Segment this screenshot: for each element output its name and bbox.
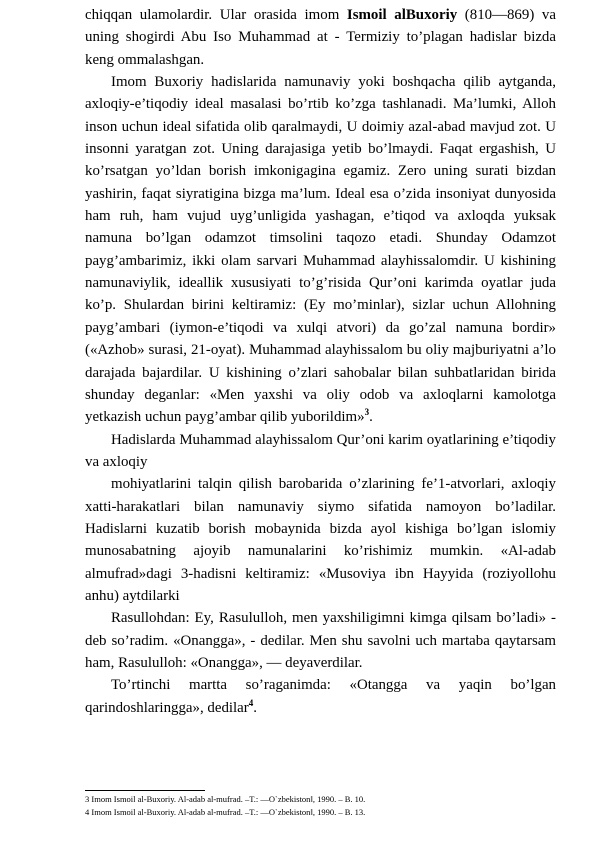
paragraph-5-text: Rasullohdan: Ey, Rasululloh, men yaxshiligimni kimga qilsam bo’ladi» - deb so’radim. «Onangga», - dedilar. Men shu savolni uch martaba qaytarsam ham, Rasululloh: «Onangga», — deyaverdilar. — [85, 610, 556, 671]
paragraph-1-after: (810—869) va uning shogirdi Abu Iso Muhammad at - Termiziy to’plagan hadislar bizda keng ommalashgan. — [85, 7, 556, 68]
paragraph-3 — [85, 429, 556, 474]
footnote-ref-3[interactable]: 3 — [364, 407, 370, 418]
author-name-bold: Ismoil alBuxoriy — [346, 7, 458, 23]
document-body — [85, 4, 556, 719]
footnote-3: 3 Imom Ismoil al-Buxoriy. Al-adab al-mufrad. –T.: ―O`zbekiston‖, 1990. – B. 10. — [85, 794, 366, 804]
footnote-4: 4 Imom Ismoil al-Buxoriy. Al-adab al-mufrad. –T.: ―O`zbekiston‖, 1990. – B. 13. — [85, 806, 366, 817]
footnotes — [85, 790, 556, 818]
footnote-ref-4[interactable]: 4 — [248, 697, 254, 708]
paragraph-4 — [85, 473, 556, 607]
footnote-divider — [85, 790, 205, 791]
paragraph-6-text: To’rtinchi martta so’raganimda: «Otangga va yaqin bo’lgan qarindoshlaringga», dedilar — [85, 677, 556, 716]
paragraph-2-tail: . — [369, 409, 373, 426]
paragraph-5 — [85, 607, 556, 674]
paragraph-4-text: mohiyatlarini talqin qilish barobarida o’zlarining fe’1-atvorlari, axloqiy xatti-harakatlari bilan namunaviy siymo sifatida namoyon bo’ladilar. Hadislarni kuzatib borish mobaynida bizda ayol kishiga bo’lgan islomiy munosabatning ajoyib namunalarini ko’rishimiz mumkin. «Al-adab almufrad»dagi 3-hadisni keltiramiz: «Musoviya ibn Hayyida (roziyollohu anhu) aytdilarki — [85, 476, 556, 604]
paragraph-1-before: chiqqan ulamolardir. Ular orasida imom — [85, 7, 347, 23]
paragraph-6-tail: . — [253, 699, 257, 716]
paragraph-2 — [85, 71, 556, 429]
paragraph-3-text: Hadislarda Muhammad alayhissalom Qur’oni karim oyatlarining e’tiqodiy va axloqiy — [85, 431, 556, 470]
paragraph-2-text: Imom Buxoriy hadislarida namunaviy yoki boshqacha qilib aytganda, axloqiy-e’tiqodiy ideal masalasi bo’rtib ko’zga tashlanadi. Ma’lumki, Alloh inson uchun ideal sifatida olib qaralmaydi, U doimiy azal-abad mavjud zot. U insonni yaratgan zot. Uning darajasiga yetib bo’lmaydi. Faqat ergashish, U ko’rsatgan yo’ldan borish imkonigagina egamiz. Zero uning surati bizdan yashirin, faqat siyratigina bizga ma’lum. Ideal esa o’zida insoniyat dunyosida ham ruh, ham vujud uyg’unligida yashagan, e’tiqod va axloqda yuksak namuna bo’lgan odamzot timsolini taqozo etadi. Shunday Odamzot payg’ambarimiz, ikki olam sarvari Muhammad alayhissalomdir. U kishining namunaviylik, ideallik xususiyati to’g’risida Qur’oni karimda oyatlar juda ko’p. Shulardan birini keltiramiz: (Ey mo’minlar), sizlar uchun Allohning payg’ambari (iymon-e’tiqodi va xulqi atvori) da go’zal namuna bordir» («Azhob» surasi, 21-oyat). Muhammad alayhissalom bu oliy majburiyatni a’lo darajada bajardilar. U kishining o’zlari sahobalar bilan suhbatlaridan birida shunday deganlar: «Men yaxshi va oliy odob va axloqlarni kamolotga yetkazish uchun payg’ambar qilib yuborildim» — [85, 74, 556, 426]
paragraph-6 — [85, 674, 556, 719]
paragraph-1 — [85, 4, 556, 71]
